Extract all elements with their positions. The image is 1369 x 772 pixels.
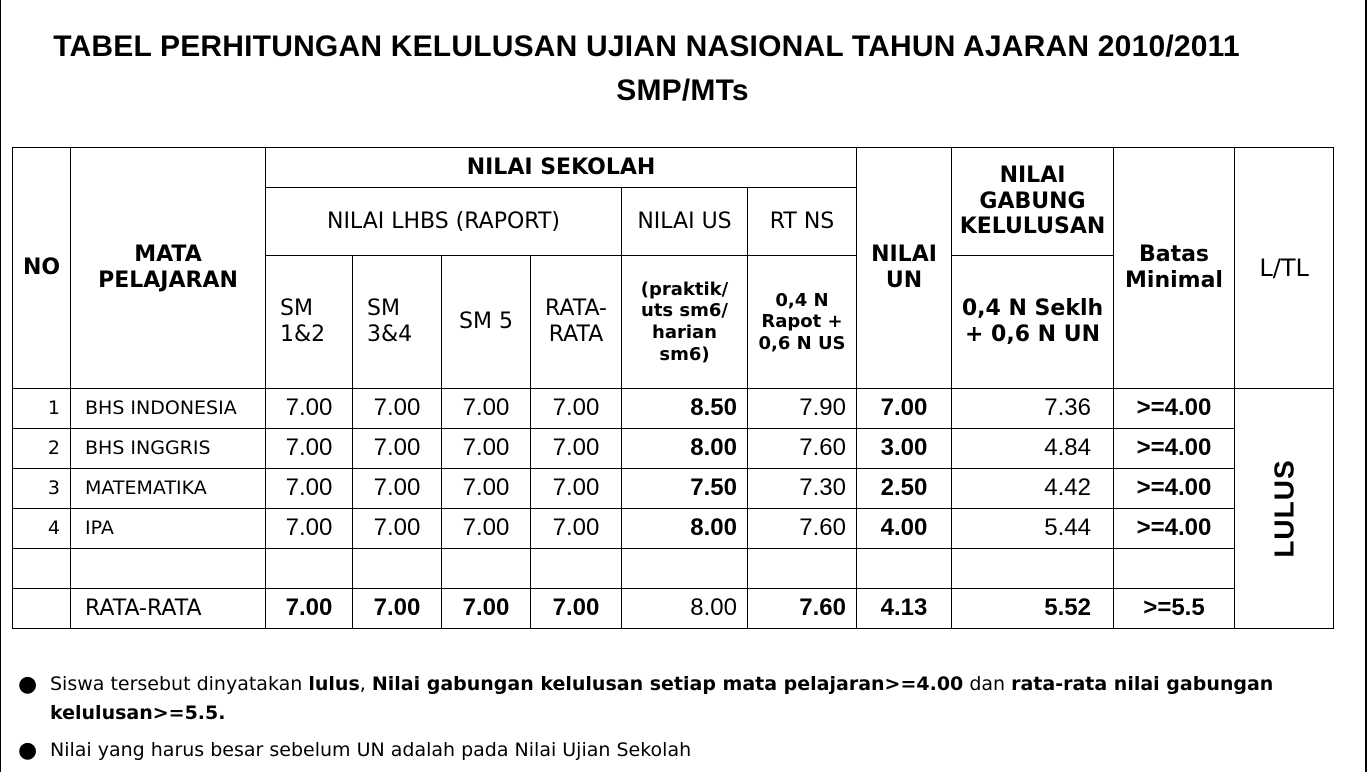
row-subject: BHS INDONESIA — [71, 389, 266, 429]
row-gabung: 4.42 — [952, 469, 1114, 509]
row-sm12: 7.00 — [266, 429, 353, 469]
average-rata: 7.00 — [531, 589, 622, 629]
row-rata: 7.00 — [531, 469, 622, 509]
header-row-1 — [13, 148, 1334, 188]
row-no: 4 — [13, 509, 71, 549]
row-batas: >=4.00 — [1114, 389, 1235, 429]
row-sm12: 7.00 — [266, 389, 353, 429]
row-rtns: 7.90 — [748, 389, 857, 429]
row-batas: >=4.00 — [1114, 509, 1235, 549]
row-un: 3.00 — [857, 429, 952, 469]
row-us: 8.00 — [622, 509, 748, 549]
row-no: 1 — [13, 389, 71, 429]
result-cell — [1235, 389, 1334, 629]
row-rtns: 7.60 — [748, 509, 857, 549]
row-sm5: 7.00 — [442, 389, 531, 429]
header-mata-pelajaran: MATA PELAJARAN — [71, 148, 266, 389]
row-sm34: 7.00 — [353, 429, 442, 469]
row-subject: BHS INGGRIS — [71, 429, 266, 469]
page-title: TABEL PERHITUNGAN KELULUSAN UJIAN NASIONAL TAHUN AJARAN 2010/2011 — [53, 30, 1240, 63]
row-gabung: 7.36 — [952, 389, 1114, 429]
average-label: RATA-RATA — [71, 589, 266, 629]
empty-row — [13, 549, 1334, 589]
row-us: 7.50 — [622, 469, 748, 509]
header-ltl: L/TL — [1235, 148, 1334, 389]
page-subtitle: SMP/MTs — [616, 74, 749, 107]
row-rata: 7.00 — [531, 429, 622, 469]
row-us: 8.00 — [622, 429, 748, 469]
header-sm12: SM 1&2 — [266, 256, 353, 389]
row-no: 2 — [13, 429, 71, 469]
row-sm5: 7.00 — [442, 429, 531, 469]
row-no: 3 — [13, 469, 71, 509]
header-nilai-sekolah: NILAI SEKOLAH — [266, 148, 857, 188]
header-rtns-desc: 0,4 N Rapot + 0,6 N US — [748, 256, 857, 389]
row-subject: MATEMATIKA — [71, 469, 266, 509]
header-nilai-un: NILAI UN — [857, 148, 952, 389]
table-row — [13, 389, 1334, 429]
average-sm12: 7.00 — [266, 589, 353, 629]
header-sm5: SM 5 — [442, 256, 531, 389]
header-nilai-us: NILAI US — [622, 188, 748, 256]
row-sm12: 7.00 — [266, 509, 353, 549]
row-us: 8.50 — [622, 389, 748, 429]
average-rtns: 7.60 — [748, 589, 857, 629]
average-gabung: 5.52 — [952, 589, 1114, 629]
row-un: 2.50 — [857, 469, 952, 509]
row-gabung: 5.44 — [952, 509, 1114, 549]
row-rtns: 7.60 — [748, 429, 857, 469]
table-row — [13, 429, 1334, 469]
average-us: 8.00 — [622, 589, 748, 629]
header-batas-minimal: Batas Minimal — [1114, 148, 1235, 389]
row-un: 4.00 — [857, 509, 952, 549]
row-sm12: 7.00 — [266, 469, 353, 509]
average-un: 4.13 — [857, 589, 952, 629]
table-row — [13, 509, 1334, 549]
row-batas: >=4.00 — [1114, 469, 1235, 509]
header-rt-ns: RT NS — [748, 188, 857, 256]
row-sm34: 7.00 — [353, 389, 442, 429]
average-batas: >=5.5 — [1114, 589, 1235, 629]
row-rata: 7.00 — [531, 509, 622, 549]
bullet-icon: ● — [18, 672, 38, 697]
average-sm34: 7.00 — [353, 589, 442, 629]
header-sm34: SM 3&4 — [353, 256, 442, 389]
notes — [18, 670, 1318, 765]
row-sm34: 7.00 — [353, 509, 442, 549]
header-us-desc: (praktik/ uts sm6/ harian sm6) — [622, 256, 748, 389]
table-row — [13, 469, 1334, 509]
average-row — [13, 589, 1334, 629]
note-2: ● Nilai yang harus besar sebelum UN adalah pada Nilai Ujian Sekolah — [18, 738, 692, 763]
row-gabung: 4.84 — [952, 429, 1114, 469]
page-right-edge — [1365, 0, 1367, 772]
note-1: ● Siswa tersebut dinyatakan lulus, Nilai gabungan kelulusan setiap mata pelajaran>=4.00 dan rata-rata nilai gabungan kelulusan>=5.5. — [18, 672, 1274, 724]
row-un: 7.00 — [857, 389, 952, 429]
header-nilai-lhbs: NILAI LHBS (RAPORT) — [266, 188, 622, 256]
header-gabung-desc: 0,4 N Seklh + 0,6 N UN — [952, 256, 1114, 389]
row-sm34: 7.00 — [353, 469, 442, 509]
row-subject: IPA — [71, 509, 266, 549]
row-rata: 7.00 — [531, 389, 622, 429]
header-no: NO — [13, 148, 71, 389]
header-nilai-gabung: NILAI GABUNG KELULUSAN — [952, 148, 1114, 256]
row-sm5: 7.00 — [442, 509, 531, 549]
average-sm5: 7.00 — [442, 589, 531, 629]
result-label: LULUS — [1268, 459, 1300, 558]
row-rtns: 7.30 — [748, 469, 857, 509]
header-rata-rata: RATA- RATA — [531, 256, 622, 389]
graduation-table — [12, 147, 1334, 629]
bullet-icon: ● — [18, 738, 38, 763]
page-left-edge — [0, 0, 1, 772]
row-sm5: 7.00 — [442, 469, 531, 509]
row-batas: >=4.00 — [1114, 429, 1235, 469]
